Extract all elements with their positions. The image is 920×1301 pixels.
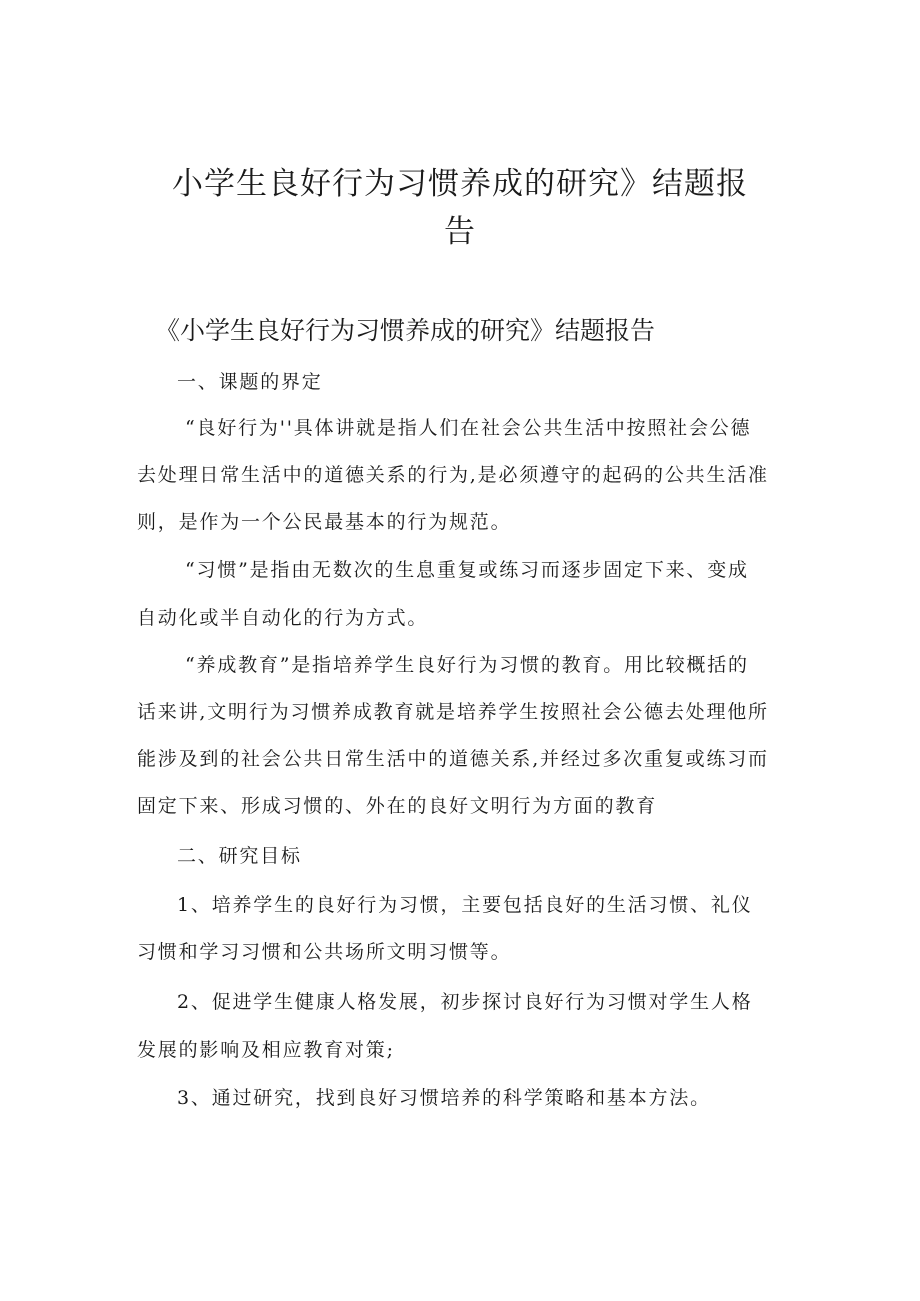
paragraph-line: “养成教育”是指培养学生良好行为习惯的教育。用比较概括的 [185,654,749,676]
paragraph-line: 话来讲,文明行为习惯养成教育就是培养学生按照社会公德去处理他所 [137,701,769,723]
section-heading-definition: 一、课题的界定 [177,371,323,393]
paragraph-line: 固定下来、形成习惯的、外在的良好文明行为方面的教育 [137,795,658,817]
list-item-line: 3、通过研究，找到良好习惯培养的科学策略和基本方法。 [177,1087,711,1109]
document-title [150,160,770,256]
paragraph-line: “良好行为''具体讲就是指人们在社会公共生活中按照社会公德 [185,417,752,439]
list-item-line: 习惯和学习习惯和公共场所文明习惯等。 [137,941,512,963]
paragraph-line: 去处理日常生活中的道德关系的行为,是必须遵守的起码的公共生活准 [137,464,769,486]
report-heading: 《小学生良好行为习惯养成的研究》结题报告 [155,316,656,345]
list-item-line: 2、促进学生健康人格发展，初步探讨良好行为习惯对学生人格 [177,991,753,1013]
paragraph-line: 能涉及到的社会公共日常生活中的道德关系,并经过多次重复或练习而 [137,748,769,770]
list-item-line: 发展的影响及相应教育对策; [137,1039,395,1061]
section-heading-goals: 二、研究目标 [177,845,302,867]
list-item-line: 1、培养学生的良好行为习惯，主要包括良好的生活习惯、礼仪 [177,894,753,916]
paragraph-line: “习惯”是指由无数次的生息重复或练习而逐步固定下来、变成 [185,559,749,581]
paragraph-line: 则，是作为一个公民最基本的行为规范。 [137,511,512,533]
paragraph-line: 自动化或半自动化的行为方式。 [137,607,429,629]
document-title-line2: 告 [444,214,476,250]
document-title-line1: 小学生良好行为习惯养成的研究》结题报 [172,166,748,202]
